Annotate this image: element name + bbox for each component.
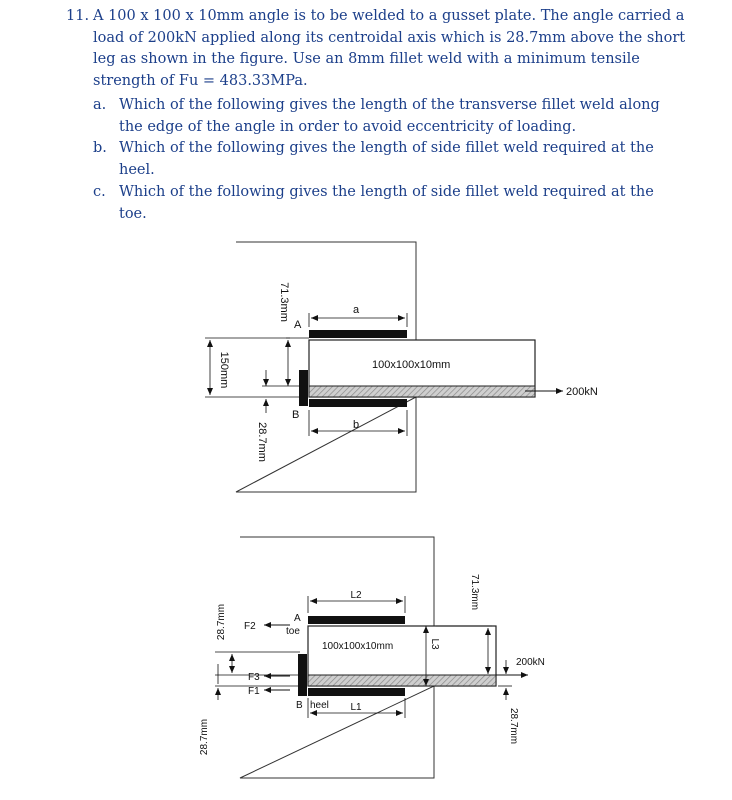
dim-L2-label: L2: [350, 590, 362, 601]
dim-287-label: 28.7mm: [256, 422, 268, 462]
force-F2-label: F2: [244, 621, 256, 632]
weld-L2: [308, 616, 405, 624]
label-B: B: [292, 409, 300, 421]
dim-L1-label: L1: [350, 702, 362, 713]
item-letter: c.: [93, 184, 106, 200]
item-text: Which of the following gives the length of side fillet weld required at the heel.: [119, 140, 654, 178]
label-toe: toe: [286, 626, 300, 637]
item-text: Which of the following gives the length of the transverse fillet weld along the edge of the angle in order to avoid eccentricity of loading.: [119, 97, 660, 135]
label-A: A: [294, 613, 301, 624]
figure-2: [199, 537, 545, 778]
angle-label: 100x100x10mm: [322, 641, 394, 652]
dim-b-label: b: [352, 419, 360, 431]
question-stem: A 100 x 100 x 10mm angle is to be welded to a gusset plate. The angle carried a load of 200kN applied along its centroidal axis which is 28.7mm above the short leg as shown in the figure. Use an 8mm fillet weld with a minimum tensile strength of Fu = 483.33MPa.: [93, 8, 686, 89]
label-heel: heel: [310, 700, 329, 711]
dim-L3-label: L3: [429, 638, 440, 650]
angle-label: 100x100x10mm: [372, 359, 451, 371]
dim-150-label: 150mm: [218, 351, 230, 389]
force-F3-label: F3: [248, 672, 260, 683]
figure-1: [205, 242, 598, 492]
angle-leg-hatch: [308, 675, 496, 686]
label-B: B: [296, 700, 303, 711]
gusset-plate: [240, 537, 434, 778]
weld-b: [309, 399, 407, 407]
item-text: Which of the following gives the length of side fillet weld required at the toe.: [119, 184, 654, 222]
question-number: 11.: [66, 8, 90, 24]
item-letter: b.: [93, 140, 107, 156]
force-F1-label: F1: [248, 686, 260, 697]
load-label: 200kN: [566, 386, 598, 398]
weld-transverse: [299, 370, 308, 406]
dim-a-label: a: [352, 304, 360, 316]
load-label: 200kN: [516, 657, 545, 668]
weld-a: [309, 330, 407, 338]
label-A: A: [294, 319, 302, 331]
dim-713-label: 71.3mm: [469, 573, 480, 611]
item-letter: a.: [93, 97, 107, 113]
angle-leg-hatch: [309, 386, 535, 397]
dim-287-left-top-label: 28.7mm: [216, 603, 227, 641]
dim-713-label: 71.3mm: [278, 282, 290, 322]
dim-287-left-bottom-label: 28.7mm: [199, 718, 210, 756]
dim-287-right-label: 28.7mm: [508, 707, 519, 745]
weld-L1: [308, 688, 405, 696]
